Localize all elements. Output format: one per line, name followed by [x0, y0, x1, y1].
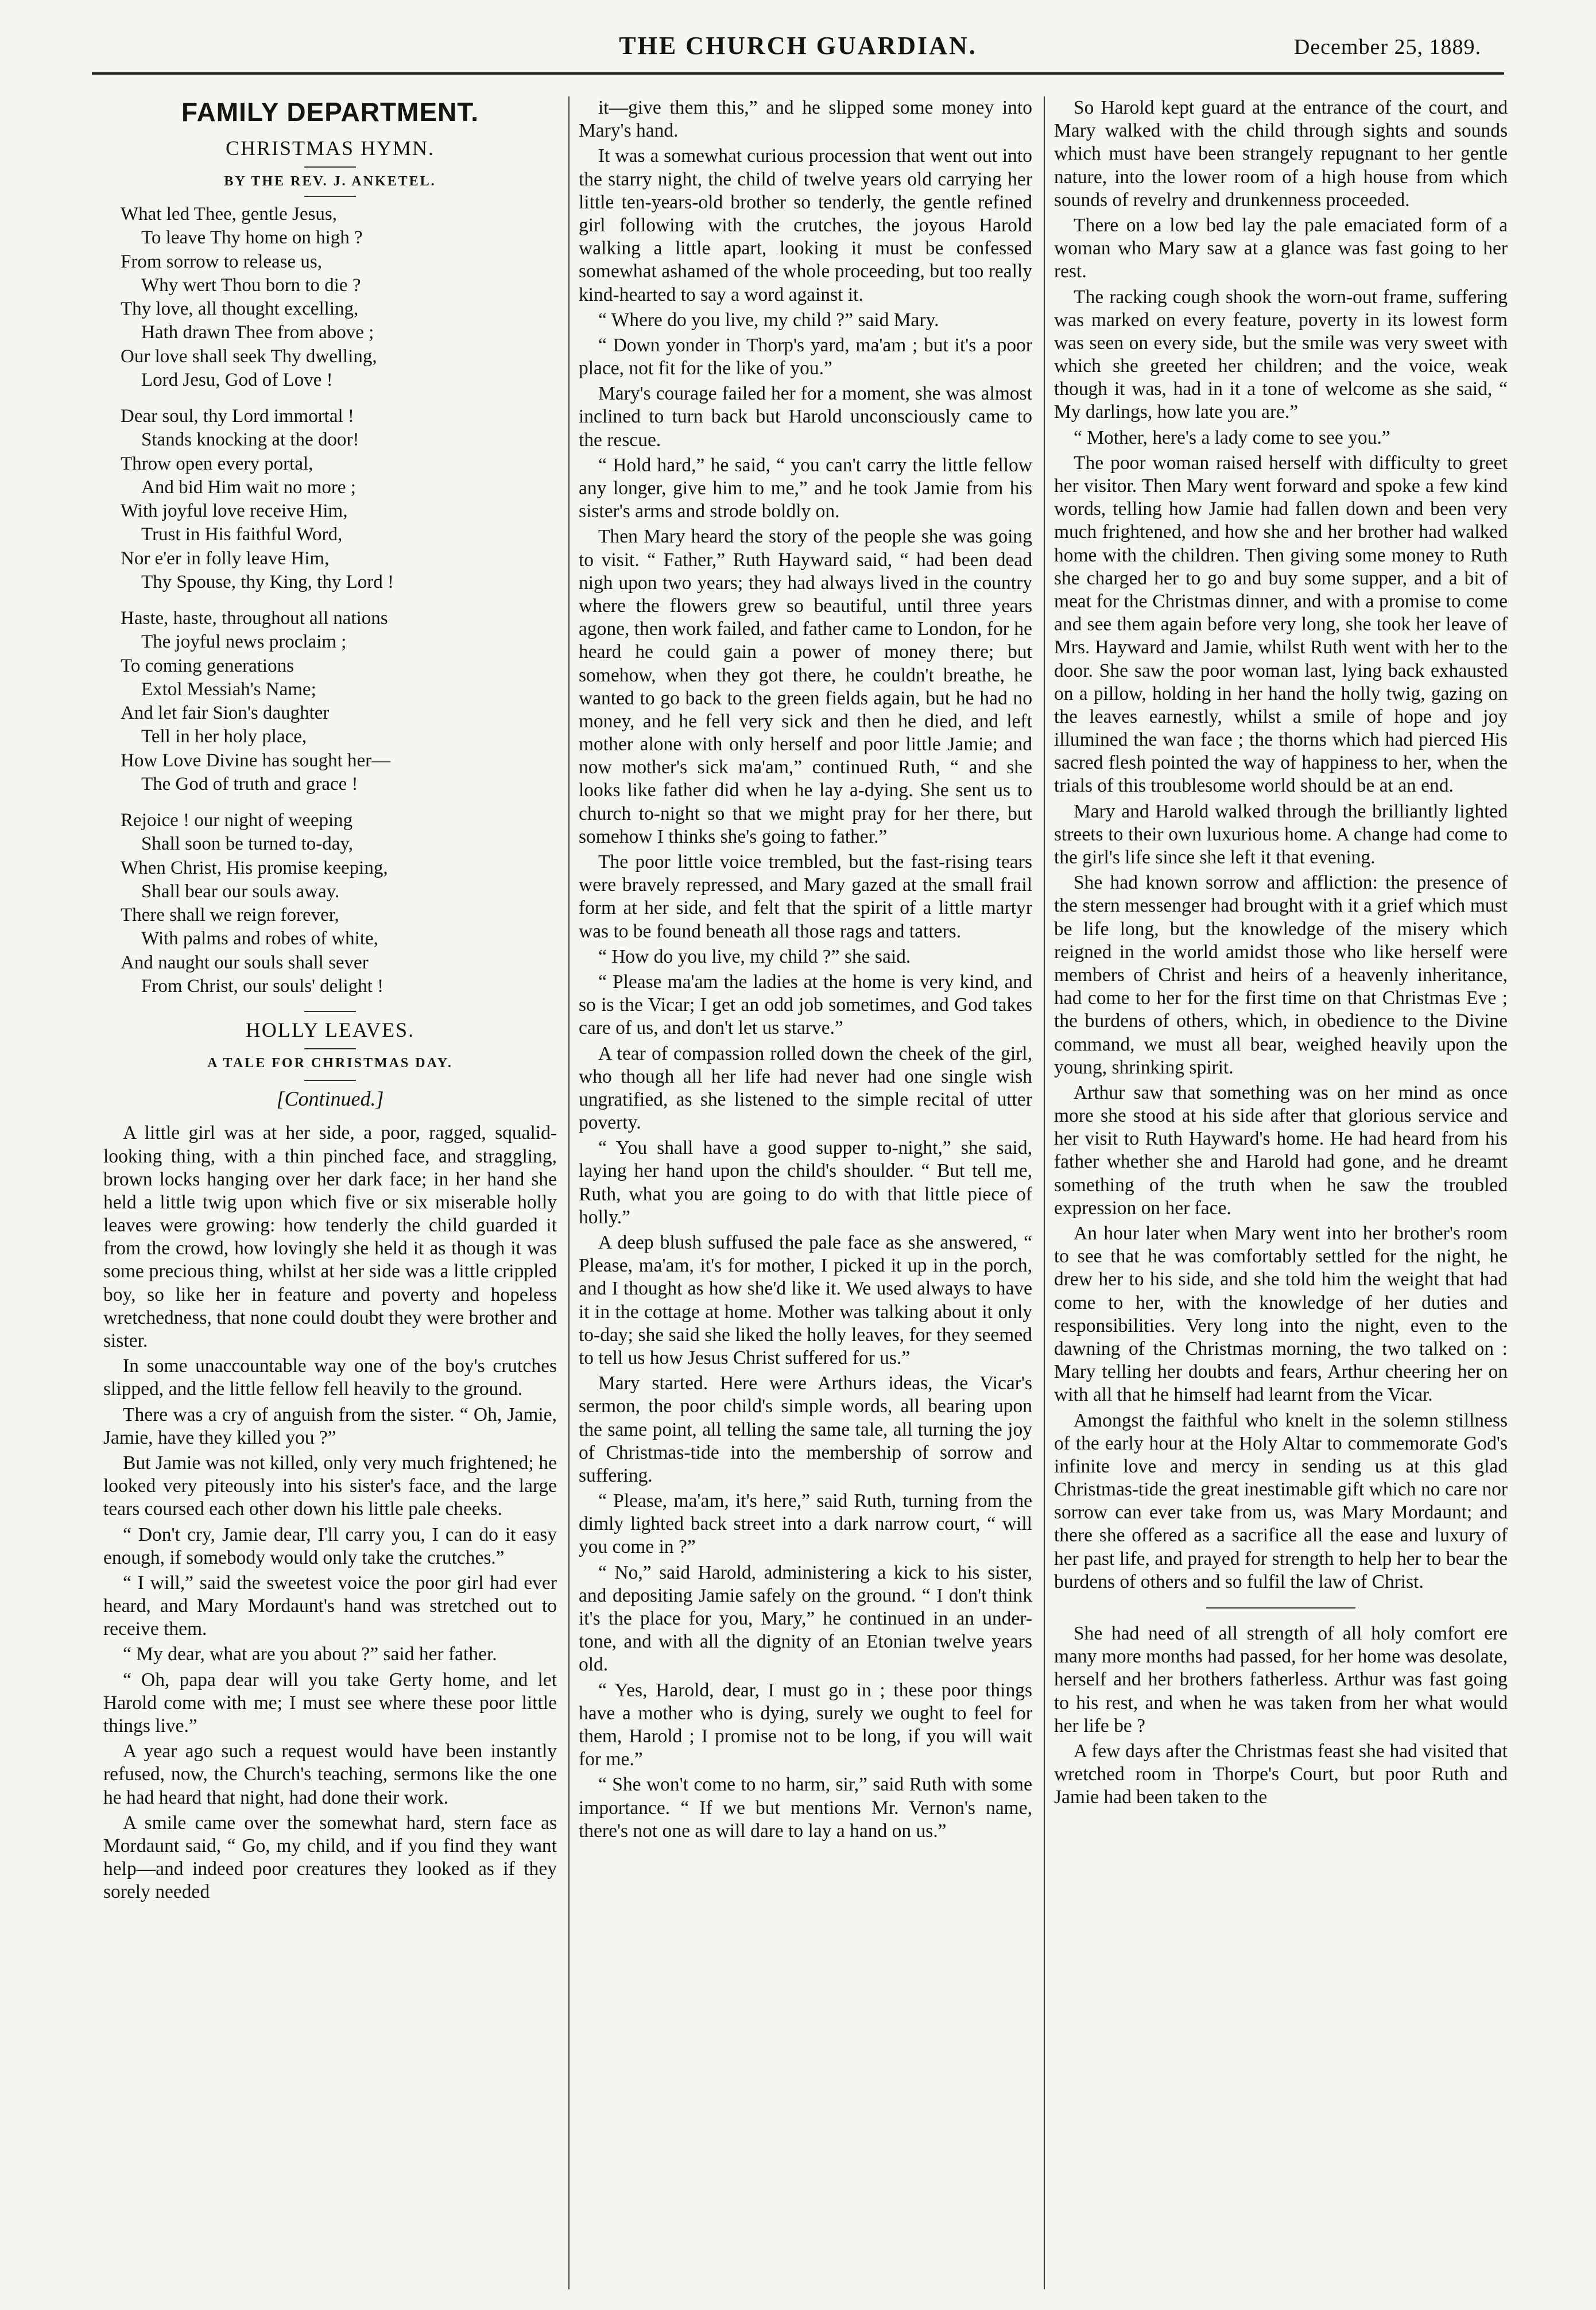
paragraph: “ No,” said Harold, administering a kick to his sister, and depositing Jamie safely on the ground. “ I don't think it's the place for you, Mary,” he continued in an under-tone, and with all the dignity of an Etonian twelve years old. — [579, 1561, 1032, 1676]
paragraph: A tear of compassion rolled down the cheek of the girl, who though all her life had never had one single wish ungratified, as she listened to the simple recital of utter poverty. — [579, 1042, 1032, 1134]
column-divider — [568, 96, 570, 2289]
verse-line: And bid Him wait no more ; — [141, 476, 356, 498]
continued-note: [Continued.] — [276, 1087, 384, 1111]
issue-date: December 25, 1889. — [1293, 35, 1481, 59]
paragraph: Arthur saw that something was on her mind as once more she stood at his side after that glorious service and her visit to Ruth Hayward's home. He had heard from his father whether she and Harold had gone, and he dreamt something of the truth when he saw the troubled expression on her face. — [1054, 1082, 1508, 1219]
column-2 — [579, 96, 1032, 2295]
divider — [304, 1080, 356, 1081]
verse-line: Stands knocking at the door! — [141, 429, 359, 451]
verse-line: Tell in her holy place, — [141, 726, 307, 747]
paragraph: Mary started. Here were Arthurs ideas, the Vicar's sermon, the poor child's simple words, all bearing upon the same point, all telling the same tale, all turning the joy of Christmas-tide into the membership of sorrow and suffering. — [579, 1373, 1032, 1486]
verse-line: Hath drawn Thee from above ; — [141, 322, 374, 343]
divider — [304, 196, 356, 197]
story-text — [103, 1122, 557, 1904]
paragraph: “ Please, ma'am, it's here,” said Ruth, turning from the dimly lighted back street into a dark narrow court, “ will you come in ?” — [579, 1490, 1032, 1558]
verse-line: With joyful love receive Him, — [121, 501, 348, 522]
stanza — [121, 607, 557, 796]
paragraph: She had known sorrow and affliction: the presence of the stern messenger had brought with it a grief which must be life long, but the knowledge of the misery which reigned in the world amidst those who like herself were members of Christ and heirs of a heavenly inheritance, had come to her for the first time on that Christmas Eve ; the burdens of others, which, in obedience to the Divine command, we must all bear, weighed heavily upon the young, shrinking spirit. — [1054, 872, 1508, 1078]
verse-line: From sorrow to release us, — [121, 251, 323, 272]
divider — [304, 166, 356, 168]
stanza — [121, 809, 557, 998]
hymn-title: CHRISTMAS HYMN. — [225, 137, 435, 160]
paragraph: The poor woman raised herself with difficulty to greet her visitor. Then Mary went forward and spoke a few kind words, telling how Jamie had fallen down and been very much frightened, and how she and her brother had walked home with the children. Then giving some money to Ruth she charged her to go and buy some supper, and a bit of meat for the Christmas dinner, and with a promise to come and see them again before very long, she took her leave of Mrs. Hayward and Jamie, whilst Ruth went with her to the door. She saw the poor woman last, lying back exhausted on a pillow, holding in her hand the holly twig, gazing on the leaves earnestly, whilst a smile of hope and joy illumined the wan face ; the thorns which had pierced His sacred flesh pointed the way of happiness to her, when the trials of this troublesome world should be at an end. — [1054, 452, 1508, 797]
section-divider — [1206, 1607, 1355, 1609]
paper-title: THE CHURCH GUARDIAN. — [619, 32, 977, 60]
paragraph: But Jamie was not killed, only very much frightened; he looked very piteously into his sister's face, and the large tears coursed each other down his little pale cheeks. — [103, 1452, 557, 1520]
story-text — [1054, 1622, 1508, 1809]
story-text — [1054, 96, 1508, 1594]
stanza — [121, 203, 557, 392]
paragraph: it—give them this,” and he slipped some money into Mary's hand. — [579, 97, 1032, 142]
verse-line: Nor e'er in folly leave Him, — [121, 548, 330, 569]
paragraph: “ You shall have a good supper to-night,” she said, laying her hand upon the child's shoulder. “ But tell me, Ruth, what you are going to do with that little piece of holly.” — [579, 1137, 1032, 1228]
paragraph: “ Please ma'am the ladies at the home is very kind, and so is the Vicar; I get an odd job sometimes, and God takes care of us, and don't let us starve.” — [579, 971, 1032, 1039]
verse-line: Haste, haste, throughout all nations — [121, 608, 388, 629]
verse-line: Extol Messiah's Name; — [141, 679, 316, 700]
paragraph: “ I will,” said the sweetest voice the poor girl had ever heard, and Mary Mordaunt's hand was stretched out to receive them. — [103, 1572, 557, 1640]
paragraph: A few days after the Christmas feast she had visited that wretched room in Thorpe's Court, but poor Ruth and Jamie had been taken to the — [1054, 1740, 1508, 1808]
verse-line: And let fair Sion's daughter — [121, 703, 330, 724]
story-subtitle: A TALE FOR CHRISTMAS DAY. — [207, 1056, 453, 1071]
verse-line: Shall bear our souls away. — [141, 881, 340, 902]
column-3 — [1054, 96, 1508, 2295]
paragraph: A little girl was at her side, a poor, ragged, squalid-looking thing, with a thin pinched face, and straggling, brown locks hanging over her dark face; in her hand she held a little twig upon which five or six miserable holly leaves were growing: how tenderly the child guarded it from the crowd, how lovingly she held it as though it was some precious thing, whilst at her side was a little crippled boy, so like her in feature and poverty and hopeless wretchedness, that none could doubt they were brother and sister. — [103, 1122, 557, 1352]
paragraph: “ How do you live, my child ?” she said. — [598, 945, 911, 967]
paragraph: “ Down yonder in Thorp's yard, ma'am ; but it's a poor place, not fit for the like of you.” — [579, 334, 1032, 379]
column-1 — [103, 96, 557, 2295]
paragraph: “ Oh, papa dear will you take Gerty home, and let Harold come with me; I must see where these poor little things live.” — [103, 1669, 557, 1737]
verse-line: Trust in His faithful Word, — [141, 524, 343, 545]
paragraph: So Harold kept guard at the entrance of the court, and Mary walked with the child through sights and sounds which must have been strangely repugnant to her gentle nature, into the lower room of a high house from which sounds of revelry and drunkenness proceeded. — [1054, 97, 1508, 211]
paragraph: The racking cough shook the worn-out frame, suffering was marked on every feature, poverty in its lowest form was seen on every side, but the smile was very sweet with which she greeted her children; and the voice, weak though it was, had in it a tone of welcome as she said, “ My darlings, how late you are.” — [1054, 286, 1508, 423]
verse-line: When Christ, His promise keeping, — [121, 857, 388, 878]
verse-line: Throw open every portal, — [121, 453, 313, 474]
paragraph: A smile came over the somewhat hard, stern face as Mordaunt said, “ Go, my child, and if you find they want help—and indeed poor creatures they looked as if they sorely needed — [103, 1812, 557, 1903]
paragraph: In some unaccountable way one of the boy's crutches slipped, and the little fellow fell heavily to the ground. — [103, 1355, 557, 1400]
verse-line: With palms and robes of white, — [141, 928, 378, 949]
verse-line: The God of truth and grace ! — [141, 773, 358, 794]
verse-line: Thy Spouse, thy King, thy Lord ! — [141, 571, 394, 592]
verse-line: Lord Jesu, God of Love ! — [141, 369, 333, 390]
paragraph: “ My dear, what are you about ?” said her father. — [123, 1644, 497, 1665]
paragraph: “ Hold hard,” he said, “ you can't carry the little fellow any longer, give him to me,” and he took Jamie from his sister's arms and strode boldly on. — [579, 454, 1032, 522]
divider — [304, 1011, 356, 1012]
paragraph: “ Yes, Harold, dear, I must go in ; these poor things have a mother who is dying, surely we ought to feel for them, Harold ; I promise not to be long, if you will wait for me.” — [579, 1679, 1032, 1770]
verse-line: The joyful news proclaim ; — [141, 631, 347, 653]
verse-line: Shall soon be turned to-day, — [141, 834, 354, 855]
divider — [304, 1048, 356, 1049]
paragraph: Then Mary heard the story of the people she was going to visit. “ Father,” Ruth Hayward said, “ had been dead nigh upon two years; they had always lived in the country where the flowers grew so beautiful, until three years agone, then work failed, and father came to London, for he heard he could gain a power of money there; but somehow, when they got there, he couldn't breathe, he wanted to go back to the green fields again, but he had no money, and he fell very sick and then he died, and left mother alone with only herself and poor little Jamie; and now mother's sick ma'am,” continued Ruth, “ and she looks like father did when he lay a-dying. She sent us to church to-night so that we might pray for her there, but somehow I thinks she's going to father.” — [579, 526, 1032, 847]
column-divider — [1044, 96, 1045, 2289]
verse-line: Why wert Thou born to die ? — [141, 274, 361, 296]
paragraph: There on a low bed lay the pale emaciated form of a woman who Mary saw at a glance was fast going to her rest. — [1054, 214, 1508, 282]
verse-line: Dear soul, thy Lord immortal ! — [121, 406, 354, 427]
story-text — [579, 96, 1032, 1843]
paragraph: “ Where do you live, my child ?” said Mary. — [598, 309, 939, 331]
verse-line: From Christ, our souls' delight ! — [141, 975, 384, 997]
verse-line: Our love shall seek Thy dwelling, — [121, 346, 377, 367]
paragraph: It was a somewhat curious procession that went out into the starry night, the child of twelve years old carrying her little ten-years-old brother so tenderly, the gentle refined girl following with the crutches, the joyous Harold walking a little apart, looking it must be confessed somewhat ashamed of the whole proceeding, but too really kind-hearted to say a word against it. — [579, 145, 1032, 305]
verse-line: Thy love, all thought excelling, — [121, 299, 359, 320]
paragraph: “ She won't come to no harm, sir,” said Ruth with some importance. “ If we but mentions Mr. Vernon's name, there's not one as will dare to lay a hand on us.” — [579, 1774, 1032, 1842]
hymn-byline: BY THE REV. J. ANKETEL. — [224, 174, 436, 189]
paragraph: There was a cry of anguish from the sister. “ Oh, Jamie, Jamie, have they killed you ?” — [103, 1404, 557, 1448]
masthead — [92, 31, 1504, 71]
paragraph: Amongst the faithful who knelt in the solemn stillness of the early hour at the Holy Altar to commemorate God's infinite love and mercy in sending us at this glad Christmas-tide the great inestimable gift which no care nor sorrow can ever take from us, was Mary Mordaunt; and there she offered as a sacrifice all the ease and luxury of her past life, and prayed for strength to help her to bear the burdens of others and so fulfil the law of Christ. — [1054, 1409, 1508, 1592]
verse-line: How Love Divine has sought her— — [121, 750, 391, 771]
verse-line: There shall we reign forever, — [121, 905, 339, 926]
paragraph: She had need of all strength of all holy comfort ere many more months had passed, for her home was desolate, herself and her brothers fatherless. Arthur was fast going to his rest, and when he was taken from her what would her life be ? — [1054, 1623, 1508, 1737]
paragraph: “ Mother, here's a lady come to see you.” — [1074, 427, 1390, 448]
department-heading: FAMILY DEPARTMENT. — [181, 97, 479, 127]
stanza — [121, 405, 557, 594]
verse-line: And naught our souls shall sever — [121, 952, 369, 973]
paragraph: A deep blush suffused the pale face as she answered, “ Please, ma'am, it's for mother, I picked it up in the porch, and I thought as how she'd like it. We used always to have it in the cottage at home. Mother was talking about it only to-day; she said she liked the holly leaves, for they seemed to tell us how Jesus Christ suffered for us.” — [579, 1232, 1032, 1369]
story-title: HOLLY LEAVES. — [245, 1018, 415, 1042]
paragraph: Mary and Harold walked through the brilliantly lighted streets to their own luxurious home. A change had come to the girl's life since she left it that evening. — [1054, 800, 1508, 868]
paragraph: An hour later when Mary went into her brother's room to see that he was comfortably settled for the night, he drew her to his side, and she told him the weight that had come to her, with the knowledge of her duties and responsibilities. Very long into the night, even to the dawning of the Christmas morning, the two talked on : Mary telling her doubts and fears, Arthur cheering her on with all that he himself had learnt from the Vicar. — [1054, 1223, 1508, 1406]
hymn-stanzas — [103, 203, 557, 998]
verse-line: To leave Thy home on high ? — [141, 227, 363, 249]
verse-line: What led Thee, gentle Jesus, — [121, 204, 337, 225]
verse-line: Rejoice ! our night of weeping — [121, 810, 353, 831]
paragraph: Mary's courage failed her for a moment, she was almost inclined to turn back but Harold unconsciously came to the rescue. — [579, 383, 1032, 451]
paragraph: A year ago such a request would have been instantly refused, now, the Church's teaching, sermons like the one he had heard that night, had done their work. — [103, 1741, 557, 1808]
paragraph: “ Don't cry, Jamie dear, I'll carry you, I can do it easy enough, if somebody would only take the crutches.” — [103, 1524, 557, 1568]
masthead-rule — [92, 72, 1504, 75]
paragraph: The poor little voice trembled, but the fast-rising tears were bravely repressed, and Mary gazed at the small frail form at her side, and felt that the spirit of a little martyr was to be found beneath all those rags and tatters. — [579, 851, 1032, 942]
verse-line: To coming generations — [121, 655, 294, 676]
